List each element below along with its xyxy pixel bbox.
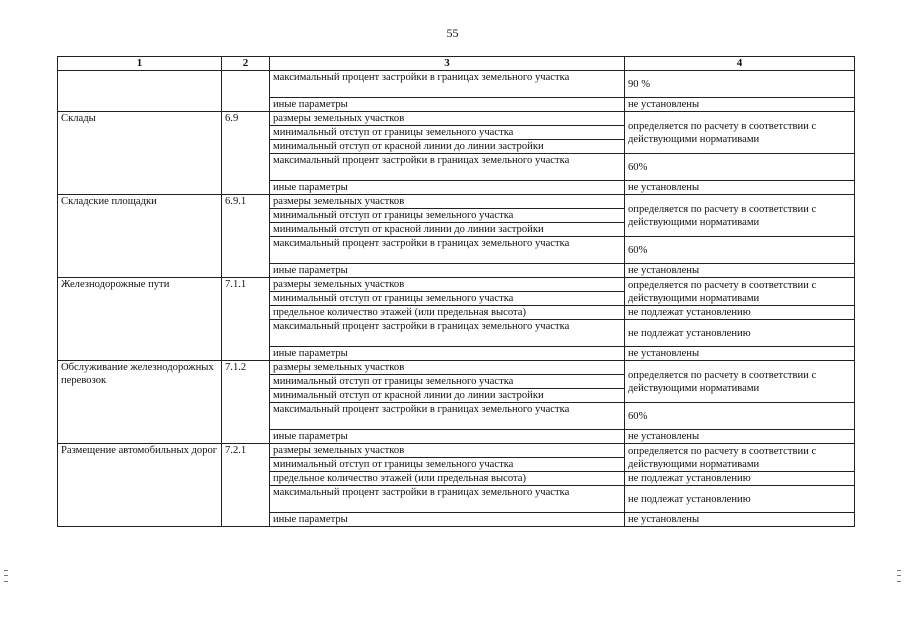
- param-max-percent: максимальный процент застройки в границах земельного участка: [270, 320, 625, 347]
- value-cell: определяется по расчету в соответствии с действующими нормативами: [625, 361, 855, 403]
- value-cell: не установлены: [625, 347, 855, 361]
- value-cell: не подлежат установлению: [625, 472, 855, 486]
- param-min-offset-boundary: минимальный отступ от границы земельного участка: [270, 209, 625, 223]
- value-cell: не подлежат установлению: [625, 306, 855, 320]
- value-cell: не подлежат установлению: [625, 486, 855, 513]
- value-cell: определяется по расчету в соответствии с действующими нормативами: [625, 278, 855, 306]
- scan-edge-mark-left: [4, 570, 8, 582]
- param-other: иные параметры: [270, 513, 625, 527]
- value-cell: определяется по расчету в соответствии с действующими нормативами: [625, 444, 855, 472]
- value-cell: 60%: [625, 154, 855, 181]
- value-cell: не установлены: [625, 513, 855, 527]
- value-cell: не установлены: [625, 181, 855, 195]
- param-sizes: размеры земельных участков: [270, 444, 625, 458]
- value-cell: не подлежат установлению: [625, 320, 855, 347]
- param-min-offset-red-line: минимальный отступ от красной линии до линии застройки: [270, 389, 625, 403]
- table-row: [58, 361, 855, 375]
- use-name-cell: Обслуживание железнодорожных перевозок: [58, 361, 222, 444]
- table-header-row: [58, 57, 855, 71]
- use-name-cell: Размещение автомобильных дорог: [58, 444, 222, 527]
- param-sizes: размеры земельных участков: [270, 278, 625, 292]
- column-header-2: 2: [222, 57, 270, 71]
- use-name-cell: Складские площадки: [58, 195, 222, 278]
- value-cell: не установлены: [625, 98, 855, 112]
- param-other: иные параметры: [270, 347, 625, 361]
- column-header-1: 1: [58, 57, 222, 71]
- param-sizes: размеры земельных участков: [270, 195, 625, 209]
- column-header-3: 3: [270, 57, 625, 71]
- value-cell: 60%: [625, 237, 855, 264]
- table-row: [58, 71, 855, 98]
- param-other: иные параметры: [270, 264, 625, 278]
- param-other: иные параметры: [270, 98, 625, 112]
- param-max-percent: максимальный процент застройки в границах земельного участка: [270, 71, 625, 98]
- use-name-cell: Железнодорожные пути: [58, 278, 222, 361]
- land-use-parameters-table: [57, 56, 855, 527]
- table-row: [58, 112, 855, 126]
- value-cell: 60%: [625, 403, 855, 430]
- param-sizes: размеры земельных участков: [270, 361, 625, 375]
- page-number: 55: [446, 26, 459, 40]
- value-cell: определяется по расчету в соответствии с действующими нормативами: [625, 112, 855, 154]
- use-code-cell: 7.1.2: [222, 361, 270, 444]
- param-sizes: размеры земельных участков: [270, 112, 625, 126]
- value-cell: 90 %: [625, 71, 855, 98]
- use-name-cell: Склады: [58, 112, 222, 195]
- param-max-percent: максимальный процент застройки в границах земельного участка: [270, 403, 625, 430]
- table-row: [58, 195, 855, 209]
- param-max-percent: максимальный процент застройки в границах земельного участка: [270, 237, 625, 264]
- use-code-cell: 6.9.1: [222, 195, 270, 278]
- use-code-cell: [222, 71, 270, 112]
- param-other: иные параметры: [270, 430, 625, 444]
- param-min-offset-red-line: минимальный отступ от красной линии до линии застройки: [270, 223, 625, 237]
- param-max-floors: предельное количество этажей (или предельная высота): [270, 306, 625, 320]
- column-header-4: 4: [625, 57, 855, 71]
- table-row: [58, 278, 855, 292]
- param-min-offset-boundary: минимальный отступ от границы земельного участка: [270, 458, 625, 472]
- value-cell: определяется по расчету в соответствии с действующими нормативами: [625, 195, 855, 237]
- param-min-offset-boundary: минимальный отступ от границы земельного участка: [270, 375, 625, 389]
- param-min-offset-red-line: минимальный отступ от красной линии до линии застройки: [270, 140, 625, 154]
- param-max-percent: максимальный процент застройки в границах земельного участка: [270, 486, 625, 513]
- param-min-offset-boundary: минимальный отступ от границы земельного участка: [270, 292, 625, 306]
- table-row: [58, 444, 855, 458]
- param-max-percent: максимальный процент застройки в границах земельного участка: [270, 154, 625, 181]
- use-name-cell: [58, 71, 222, 112]
- param-max-floors: предельное количество этажей (или предельная высота): [270, 472, 625, 486]
- scan-edge-mark-right: [897, 570, 901, 582]
- param-min-offset-boundary: минимальный отступ от границы земельного участка: [270, 126, 625, 140]
- use-code-cell: 6.9: [222, 112, 270, 195]
- param-other: иные параметры: [270, 181, 625, 195]
- use-code-cell: 7.2.1: [222, 444, 270, 527]
- use-code-cell: 7.1.1: [222, 278, 270, 361]
- value-cell: не установлены: [625, 430, 855, 444]
- value-cell: не установлены: [625, 264, 855, 278]
